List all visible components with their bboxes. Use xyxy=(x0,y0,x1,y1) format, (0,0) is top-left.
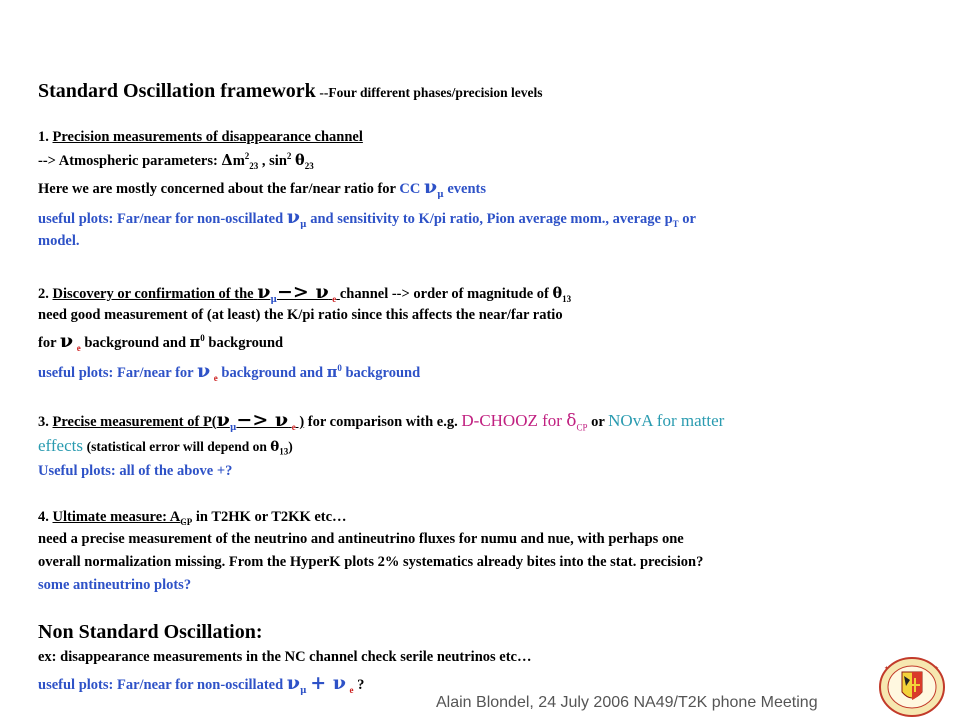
item2-bg-b: background and xyxy=(84,335,187,351)
svg-text:✦: ✦ xyxy=(884,665,890,672)
item1-title xyxy=(38,128,363,146)
item4-title xyxy=(38,508,347,526)
item1-model xyxy=(38,232,79,250)
item4-antineutrino xyxy=(38,576,191,594)
heading-main: Standard Oscillation framework xyxy=(38,80,316,102)
item3-comparison: for comparison with e.g. xyxy=(304,414,462,430)
item2-bg-a: for xyxy=(38,335,57,351)
item2-useful-c: background xyxy=(345,365,421,381)
item3-number: 3. xyxy=(38,414,53,430)
nonstandard-title-text: Non Standard Oscillation: xyxy=(38,621,263,643)
item4-number: 4. xyxy=(38,509,53,525)
slide-heading xyxy=(38,79,543,103)
item4-fluxes-text: need a precise measurement of the neutrino and antineutrino fluxes for numu and nue, with perhaps one xyxy=(38,531,684,547)
cc-label: CC xyxy=(399,181,421,197)
item1-farnear: Here we are mostly concerned about the far/near ratio for CC $\nu_\mu$ events xyxy=(38,176,486,200)
item2-number: 2. xyxy=(38,286,53,302)
item1-useful-text-c: or xyxy=(682,211,696,227)
item3-useful xyxy=(38,462,232,480)
svg-text:✦: ✦ xyxy=(934,665,940,672)
footer-credit: Alain Blondel, 24 July 2006 NA49/T2K phone Meeting xyxy=(436,694,818,711)
stat-label: (statistical error will depend on xyxy=(86,439,267,454)
item1-title-text: Precision measurements of disappearance channel xyxy=(52,129,363,145)
item2-background: for ν $_e$ background and $\pi^0$ background xyxy=(38,330,284,353)
item1-farnear-text: Here we are mostly concerned about the far/near ratio for xyxy=(38,181,400,197)
item4-antineutrino-text: some antineutrino plots? xyxy=(38,577,192,593)
item4-title-text: Ultimate measure: $A_{CP}$ xyxy=(52,509,193,527)
nonstandard-line1-text: ex: disappearance measurements in the NC channel check serile neutrinos etc… xyxy=(38,649,532,665)
item1-useful-text: useful plots: Far/near for non-oscillated xyxy=(38,211,284,227)
item2-channel-text: channel --> order of magnitude of xyxy=(339,286,549,302)
university-seal-icon xyxy=(878,656,946,718)
nonstandard-title xyxy=(38,620,262,644)
item4-title-label: Ultimate measure: A xyxy=(52,509,181,525)
item4-fluxes xyxy=(38,530,684,548)
item2-useful-b: background and xyxy=(221,365,324,381)
item3-title: 3. Precise measurement of $P(\nu_\mu-> \nu$ $_e$ ) for comparison with e.g. D-CHOOZ for $\delta_{CP}$ or NOvA for matter xyxy=(38,409,725,433)
item1-useful: useful plots: Far/near for non-oscillated $\nu_\mu$ and sensitivity to K/pi ratio, Pion average mom., average $p_T$ or xyxy=(38,206,696,230)
item1-useful-text-b: and sensitivity to K/pi ratio, Pion average mom., average p xyxy=(310,211,673,227)
item3-title-label: Precise measurement of P( xyxy=(52,414,217,430)
item3-title-text: Precise measurement of $P(\nu_\mu-> \nu$ $_e$ ) xyxy=(52,409,305,433)
item1-number: 1. xyxy=(38,129,53,145)
heading-sub: --Four different phases/precision levels xyxy=(319,85,543,100)
item3-useful-text: Useful plots: all of the above +? xyxy=(38,463,233,479)
nonstandard-line1 xyxy=(38,648,531,666)
or-label: or xyxy=(587,414,609,430)
item2-bg-c: background xyxy=(208,335,284,351)
nova-label: NOvA for matter xyxy=(608,411,725,430)
item2-useful-a: useful plots: Far/near for xyxy=(38,365,194,381)
item4-normalization-text: overall normalization missing. From the HyperK plots 2% systematics already bites into the stat. precision? xyxy=(38,554,704,570)
item2-kpi-text: need good measurement of (at least) the K/pi ratio since this affects the near/far ratio xyxy=(38,307,563,323)
item1-model-text: model. xyxy=(38,233,80,249)
item3-effects: effects (statistical error will depend on $\theta_{13}$) xyxy=(38,436,293,457)
item1-atmospheric-text: --> Atmospheric parameters: xyxy=(38,153,222,169)
effects-label: effects xyxy=(38,436,83,455)
dchooz-label: D-CHOOZ for xyxy=(461,411,562,430)
nonstandard-line2: useful plots: Far/near for non-oscillated $\nu_\mu + \nu$ $_e$ ? xyxy=(38,672,365,696)
item2-kpi xyxy=(38,306,563,324)
item2-title: 2. Discovery or confirmation of the $\nu_\mu-> \nu$ $_e$ channel --> order of magnitude of $\theta_{13}$ xyxy=(38,281,572,305)
item4-rest: in T2HK or T2KK etc… xyxy=(192,509,347,525)
nonstandard-line2-text: useful plots: Far/near for non-oscillated xyxy=(38,677,284,693)
item1-atmospheric: --> Atmospheric parameters: $\Delta m^2_{23}$ , $\sin^2 \theta_{23}$ xyxy=(38,151,314,171)
item4-normalization xyxy=(38,553,703,571)
item2-useful: useful plots: Far/near for ν $_e$ background and $\pi^0$ background xyxy=(38,360,421,383)
events-label: events xyxy=(447,181,486,197)
item2-title-text: Discovery or confirmation of the xyxy=(52,286,254,302)
